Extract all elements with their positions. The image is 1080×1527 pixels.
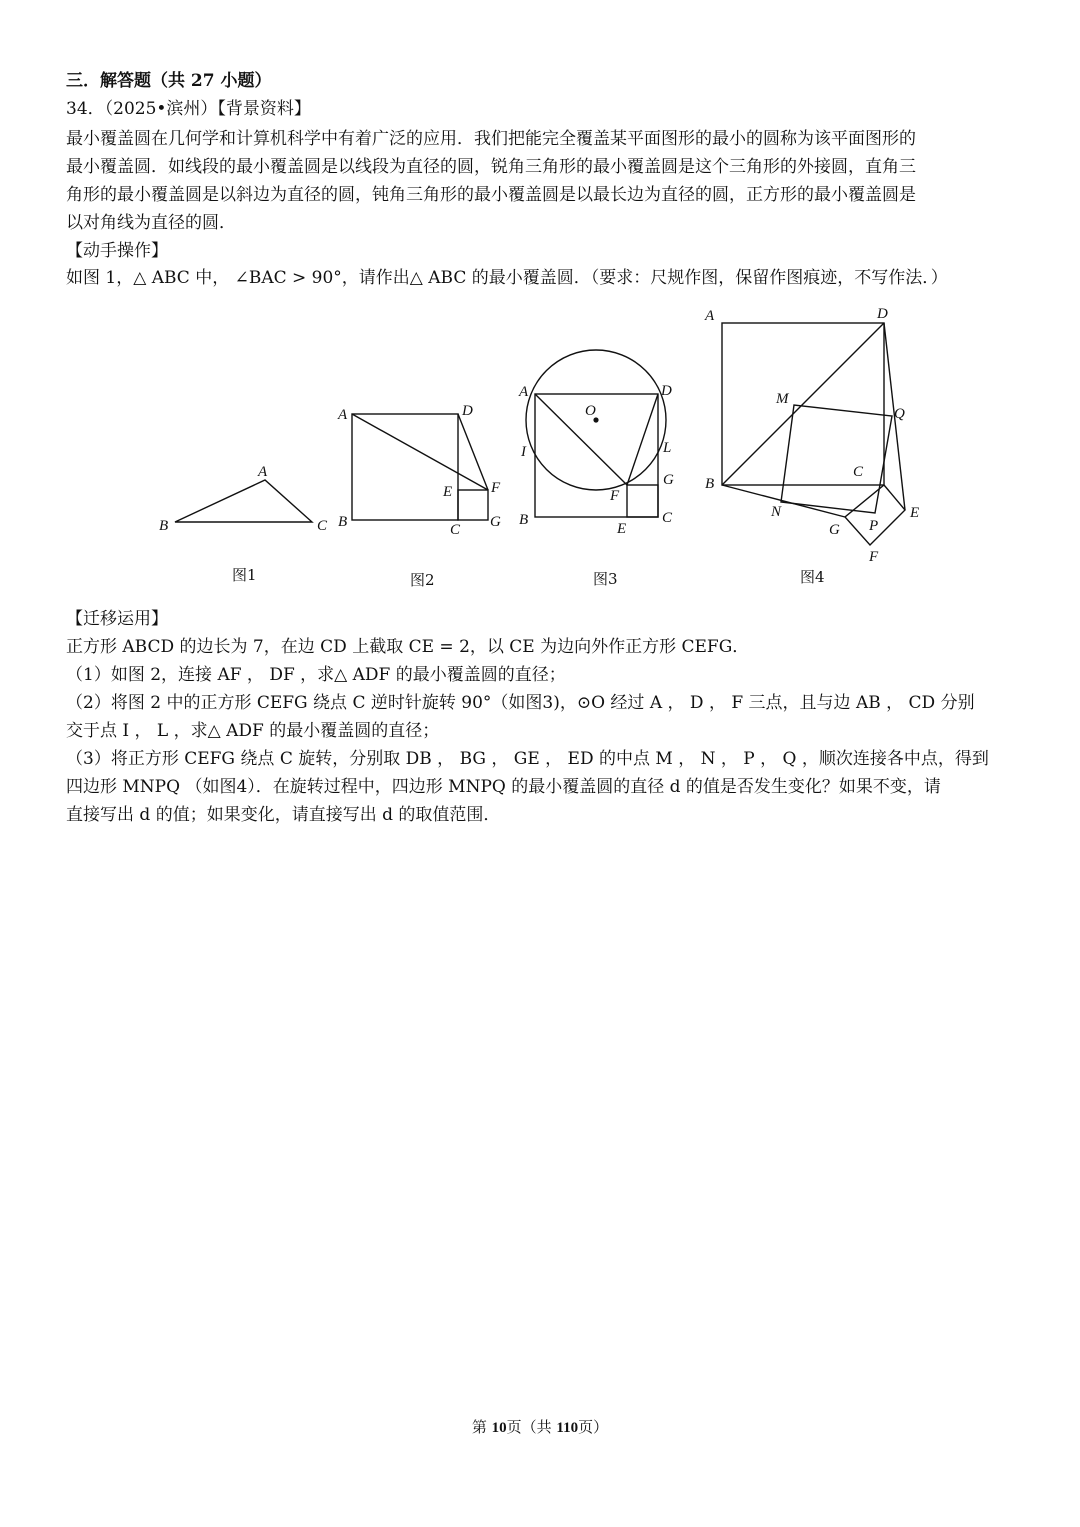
operation-heading: 【动手操作】 — [66, 241, 168, 261]
fig3-square-cefg — [627, 485, 658, 517]
fig1-triangle — [175, 480, 312, 522]
fig4-label-e: E — [910, 505, 920, 521]
background-line-3: 角形的最小覆盖圆是以斜边为直径的圆，钝角三角形的最小覆盖圆是以最长边为直径的圆，正方形的最小覆盖圆是 — [66, 185, 916, 205]
fig3-label-i: I — [521, 444, 526, 460]
fig2-label-d: D — [462, 403, 473, 419]
fig3-label-e: E — [617, 521, 627, 537]
fig2-square-cefg — [458, 490, 488, 520]
footer-suffix: 页） — [578, 1418, 609, 1436]
footer-page-number: 10 — [491, 1420, 507, 1436]
background-line-1: 最小覆盖圆在几何学和计算机科学中有着广泛的应用．我们把能完全覆盖某平面图形的最小的圆称为该平面图形的 — [66, 129, 916, 149]
fig2-square-abcd — [352, 414, 458, 520]
fig4-label-c: C — [853, 464, 864, 480]
fig3-segment-df — [627, 394, 658, 485]
transfer-line-6: 四边形 MNPQ （如图4）．在旋转过程中，四边形 MNPQ 的最小覆盖圆的直径 d 的值是否发生变化？如果不变，请 — [66, 777, 941, 797]
fig4-label-d: D — [877, 306, 888, 322]
transfer-line-3: （2）将图 2 中的正方形 CEFG 绕点 C 逆时针旋转 90°（如图3)，⊙O 经过 A ， D ， F 三点，且与边 AB ， CD 分别 — [66, 693, 975, 713]
fig2-label-c: C — [450, 522, 461, 538]
fig4-label-q: Q — [894, 406, 905, 422]
transfer-line-7: 直接写出 d 的值；如果变化，请直接写出 d 的取值范围． — [66, 805, 501, 825]
fig4-label-b: B — [705, 476, 715, 492]
fig4-quad-mnpq — [781, 405, 892, 513]
transfer-line-4: 交于点 I ， L ，求△ ADF 的最小覆盖圆的直径； — [66, 721, 440, 741]
fig2-segment-af — [352, 414, 488, 490]
fig2-label-e: E — [443, 484, 453, 500]
operation-text: 如图 1，△ ABC 中， ∠BAC > 90°，请作出△ ABC 的最小覆盖圆．（要求：尺规作图，保留作图痕迹，不写作法．） — [66, 268, 948, 288]
fig4-label-f: F — [869, 549, 879, 565]
fig4-label-g: G — [829, 522, 840, 538]
fig3-label-b: B — [519, 512, 529, 528]
fig3-label-o: O — [585, 403, 596, 419]
transfer-line-5: （3）将正方形 CEFG 绕点 C 旋转，分别取 DB ， BG ， GE ， ED 的中点 M ， N ， P ， Q ，顺次连接各中点，得到 — [66, 749, 989, 769]
fig4-square-cefg — [845, 485, 905, 545]
fig4-label-a: A — [705, 308, 715, 324]
transfer-line-1: 正方形 ABCD 的边长为 7，在边 CD 上截取 CE = 2，以 CE 为边向外作正方形 CEFG． — [66, 637, 750, 657]
fig2-label-a: A — [338, 407, 348, 423]
fig4-label-m: M — [776, 391, 789, 407]
fig4-label-p: P — [869, 518, 879, 534]
background-line-2: 最小覆盖圆．如线段的最小覆盖圆是以线段为直径的圆，锐角三角形的最小覆盖圆是这个三角形的外接圆，直角三 — [66, 157, 916, 177]
fig3-label-l: L — [663, 440, 672, 456]
fig2-segment-df — [458, 414, 488, 490]
problem-header: 34．（2025•滨州）【背景资料】 — [66, 99, 311, 119]
fig4-segment-bg — [722, 485, 845, 517]
fig2-caption: 图2 — [410, 571, 435, 589]
fig3-label-c: C — [662, 510, 673, 526]
footer-total-pages: 110 — [556, 1420, 579, 1436]
fig3-caption: 图3 — [593, 570, 618, 588]
fig2-label-g: G — [490, 514, 501, 530]
fig2-label-f: F — [491, 480, 501, 496]
footer-prefix: 第 — [471, 1418, 492, 1436]
fig2-label-b: B — [338, 514, 348, 530]
fig3-label-f: F — [610, 488, 620, 504]
fig4-label-n: N — [771, 504, 782, 520]
transfer-heading: 【迁移运用】 — [66, 609, 168, 629]
section-title: 三．解答题（共 27 小题） — [66, 71, 272, 91]
page-footer — [0, 1416, 1080, 1437]
fig3-label-d: D — [661, 383, 672, 399]
fig1-caption: 图1 — [232, 566, 257, 584]
footer-middle: 页（共 — [506, 1418, 557, 1436]
fig4-diagonal-bd — [722, 323, 884, 485]
figures-panel — [150, 300, 950, 600]
transfer-line-2: （1）如图 2，连接 AF ， DF ，求△ ADF 的最小覆盖圆的直径； — [66, 665, 566, 685]
fig1-label-a: A — [258, 464, 268, 480]
fig3-label-a: A — [519, 384, 529, 400]
fig1-label-b: B — [159, 518, 169, 534]
fig4-caption: 图4 — [800, 568, 825, 586]
fig1-label-c: C — [317, 518, 328, 534]
fig3-label-g: G — [663, 472, 674, 488]
background-line-4: 以对角线为直径的圆． — [66, 213, 236, 233]
